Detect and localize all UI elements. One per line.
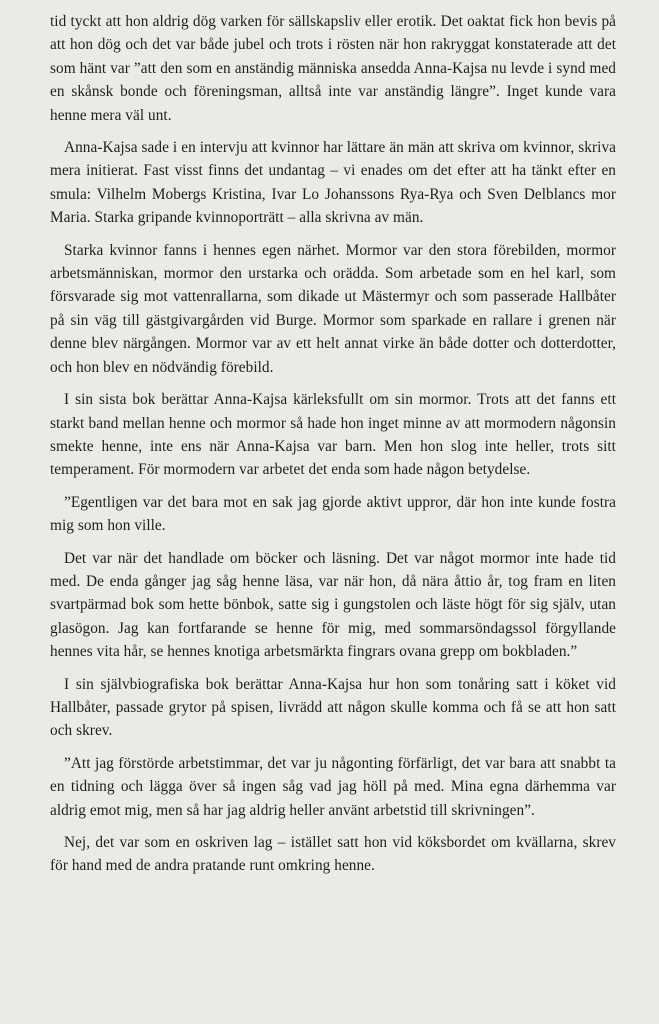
paragraph-2: Anna-Kajsa sade i en intervju att kvinnor har lättare än män att skriva om kvinnor, skriva mera initierat. Fast visst finns det undantag – vi enades om det efter att ha tänkt efter en smula: Vilhelm Mobergs Kristina, Ivar Lo Johanssons Rya-Rya och Sven Delblancs mor Maria. Starka gripande kvinnoporträtt – alla skrivna av män. — [50, 139, 616, 227]
paragraph-7: I sin självbiografiska bok berättar Anna-Kajsa hur hon som tonåring satt i köket vid Hallbåter, passade grytor på spisen, livrädd att någon skulle komma och få se att hon satt och skrev. — [50, 675, 616, 740]
paragraph-5: ”Egentligen var det bara mot en sak jag gjorde aktivt uppror, där hon inte kunde fostra mig som hon ville. — [50, 493, 616, 535]
paragraph-3: Starka kvinnor fanns i hennes egen närhet. Mormor var den stora förebilden, mormor arbetsmänniskan, mormor den urstarka och orädda. Som arbetade som en hel karl, som försvarade sig mot vattenrallarna, som dikade ut Mästermyr och som passerade Hallbåter på sin väg till gästgivargården vid Burge. Mormor som sparkade en rallare i grenen när denne blev närgången. Mormor var av ett helt annat virke än både dotter och dotterdotter, och hon blev en nödvändig förebild. — [50, 241, 616, 376]
paragraph-4: I sin sista bok berättar Anna-Kajsa kärleksfullt om sin mormor. Trots att det fanns ett starkt band mellan henne och mormor så hade hon inget minne av att mormodern någonsin smekte henne, inte ens när Anna-Kajsa var barn. Men hon slog inte heller, trots sitt temperament. För mormodern var arbetet det enda som hade någon betydelse. — [50, 391, 616, 479]
paragraph-9: Nej, det var som en oskriven lag – istället satt hon vid köksbordet om kvällarna, skrev för hand med de andra pratande runt omkring henne. — [50, 834, 616, 875]
paragraph-1: tid tyckt att hon aldrig dög varken för sällskapsliv eller erotik. Det oaktat fick hon bevis på att hon dög och det var både jubel och trots i rösten när hon rakryggat konstaterade att det som hänt var ”att den som en anständig människa ansedda Anna-Kajsa nu levde i synd med en skånsk bonde och föreningsman, alltså inte var anständig längre”. Inget kunde vara henne mera väl unt. — [50, 13, 616, 124]
paragraph-6: Det var när det handlade om böcker och läsning. Det var något mormor inte hade tid med. De enda gånger jag såg henne läsa, var när hon, då nära åttio år, tog fram en liten svartpärmad bok som hette bönbok, satte sig i gungstolen och läste högt för sig själv, utan glasögon. Jag kan fortfarande se henne för mig, med sommarsöndagssol förgyllande hennes vita hår, se hennes knotiga arbetsmärkta fingrars ovana grepp om bokbladen.” — [50, 549, 616, 661]
paragraph-8: ”Att jag förstörde arbetstimmar, det var ju någonting förfärligt, det var bara att snabbt ta en tidning och lägga över så ingen såg vad jag höll på med. Mina egna därhemma var aldrig emot mig, men så har jag aldrig heller använt arbetstid till skrivningen”. — [50, 754, 616, 819]
book-page — [50, 10, 616, 887]
